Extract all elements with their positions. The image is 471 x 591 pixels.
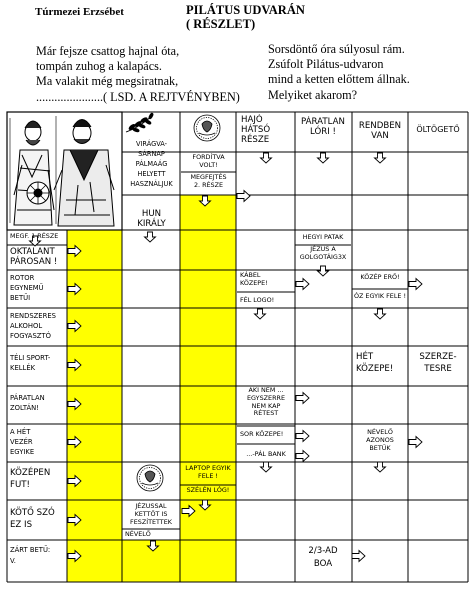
clue-sor-kozepe: SOR KÖZEPE! (240, 430, 284, 438)
clue-hun-kiraly: HUN KIRÁLY (137, 209, 166, 229)
clue-kozepen-fut: KÖZÉPEN FUT! (10, 468, 51, 490)
clue-forditva-volt: FORDÍTVA VOLT! (192, 153, 225, 169)
arrow-right-icon (296, 279, 309, 290)
poem-line: Sorsdöntő óra súlyosul rám. (268, 42, 405, 56)
poem-line: Már fejsze csattog hajnal óta, (36, 44, 180, 58)
illustration-panel (7, 112, 122, 230)
arrow-down-icon (261, 462, 272, 472)
poem-subtitle-line: ( RÉSZLET) (186, 17, 256, 31)
clue-ketharmad-boa: 2/3-AD BOA (308, 546, 338, 569)
clue-rendszeres-alkohol-fogyaszto: RENDSZERES ALKOHOL FOGYASZTÓ (10, 312, 56, 340)
poem-line: Zsúfolt Pilátus-udvaron (268, 57, 384, 72)
clue-jezussal-kettot: JÉZUSSAL KETTŐT IS FESZÍTETTEK (130, 502, 172, 526)
poem-line: Melyiket akarom? (268, 87, 358, 102)
poem-title-line: PILÁTUS UDVARÁN (186, 3, 305, 17)
roman-coin-icon (194, 115, 220, 141)
clue-rendben-van: RENDBEN VAN (358, 121, 402, 141)
clue-szelen-log: SZÉLÉN LÓG! (186, 486, 230, 494)
clue-viragvasarnap: VIRÁGVA- SÁRNAP PÁLMAÁG HELYETT HASZNÁLJUK (130, 140, 173, 188)
arrow-right-icon (409, 437, 422, 448)
arrow-down-icon (375, 153, 386, 163)
poem-line: tompán zuhog a kalapács. (36, 59, 162, 74)
arrow-right-icon (296, 431, 309, 442)
clue-laptop-egyik-fele: LAPTOP EGYIK FELE ! (185, 464, 231, 480)
arrow-down-icon (318, 153, 329, 163)
laurel-sprig-icon (126, 113, 154, 133)
arrow-down-icon (261, 153, 272, 163)
arrow-down-icon (255, 309, 266, 319)
clue-rotor: ROTOR EGYNEMŰ BETŰI (10, 274, 44, 302)
clue-koto-szo-ez-is: KÖTŐ SZÓ EZ IS (10, 508, 55, 530)
poem-line: Ma valakit még megsiratnak, (36, 74, 179, 89)
clue-zart-betu: ZÁRT BETŰ: V. (10, 546, 51, 565)
arrow-down-icon (375, 462, 386, 472)
clue-pal-bank: ...-PÁL BANK (246, 450, 286, 458)
clue-oltogeto: ÖLTÖGETŐ (416, 125, 460, 134)
clue-teli-sportkellek: TÉLI SPORT- KELLÉK (10, 354, 51, 372)
clue-hegyi-patak: HEGYI PATAK (302, 233, 344, 241)
arrow-right-icon (237, 191, 250, 202)
arrow-right-icon (296, 393, 309, 404)
clue-kozep-ero: KÖZÉP ERŐ! (360, 273, 400, 281)
roman-coin-icon (137, 465, 163, 491)
arrow-right-icon (352, 551, 365, 562)
clue-nevelo-azonos-betuk: NÉVELŐ AZONOS BETŰK (366, 428, 394, 452)
arrow-right-icon (409, 279, 422, 290)
arrow-down-icon (375, 309, 386, 319)
clue-aki-nem-egyszerre: AKI NEM ... EGYSZERRE NEM KAP RÉTEST (247, 386, 285, 418)
clue-fel-logo: FÉL LOGO! (240, 296, 275, 304)
arrow-down-icon (318, 266, 329, 276)
author-name: Túrmezei Erzsébet (35, 6, 124, 18)
arrow-down-icon (145, 232, 156, 242)
clue-paratlan-zoltan: PÁRATLAN ZOLTÁN! (10, 394, 45, 412)
poem-line: ......................( LSD. A REJTVÉNYBEN) (36, 89, 240, 104)
clue-oktalant-parosan: OKTALANT PÁROSAN ! (10, 247, 58, 267)
arrow-right-icon (296, 451, 309, 462)
clue-jezus-a-golgotaig: JÉZUS A GOLGOTÁIG3X (299, 245, 347, 261)
clue-oz-egyik-fele: ÓZ EGYIK FELE ! (353, 292, 407, 300)
clue-a-het-vezer: A HÉT VEZÉR EGYIKE (10, 428, 35, 456)
clue-megfejtes-2: MEGFEJTÉS 2. RÉSZE (190, 173, 227, 189)
clue-megf-1-resze: MEGF. 1 RÉSZE (10, 232, 59, 240)
clue-paratlan-lori: PÁRATLAN LÓRI ! (301, 117, 345, 137)
clue-kabel-kozepe: KÁBEL KÖZEPE! (240, 271, 268, 287)
clue-szerzetesre: SZERZE- TESRE (419, 352, 457, 374)
clue-het-kozepe: HÉT KÖZEPE! (356, 352, 394, 374)
poem-line: mind a ketten előttem állnak. (268, 72, 410, 87)
clue-nevelo: NÉVELŐ (125, 530, 151, 538)
yellow-column-2 (180, 195, 236, 582)
clue-hajo-hatso-resze: HAJÓ HÁTSÓ RÉSZE (241, 115, 271, 145)
